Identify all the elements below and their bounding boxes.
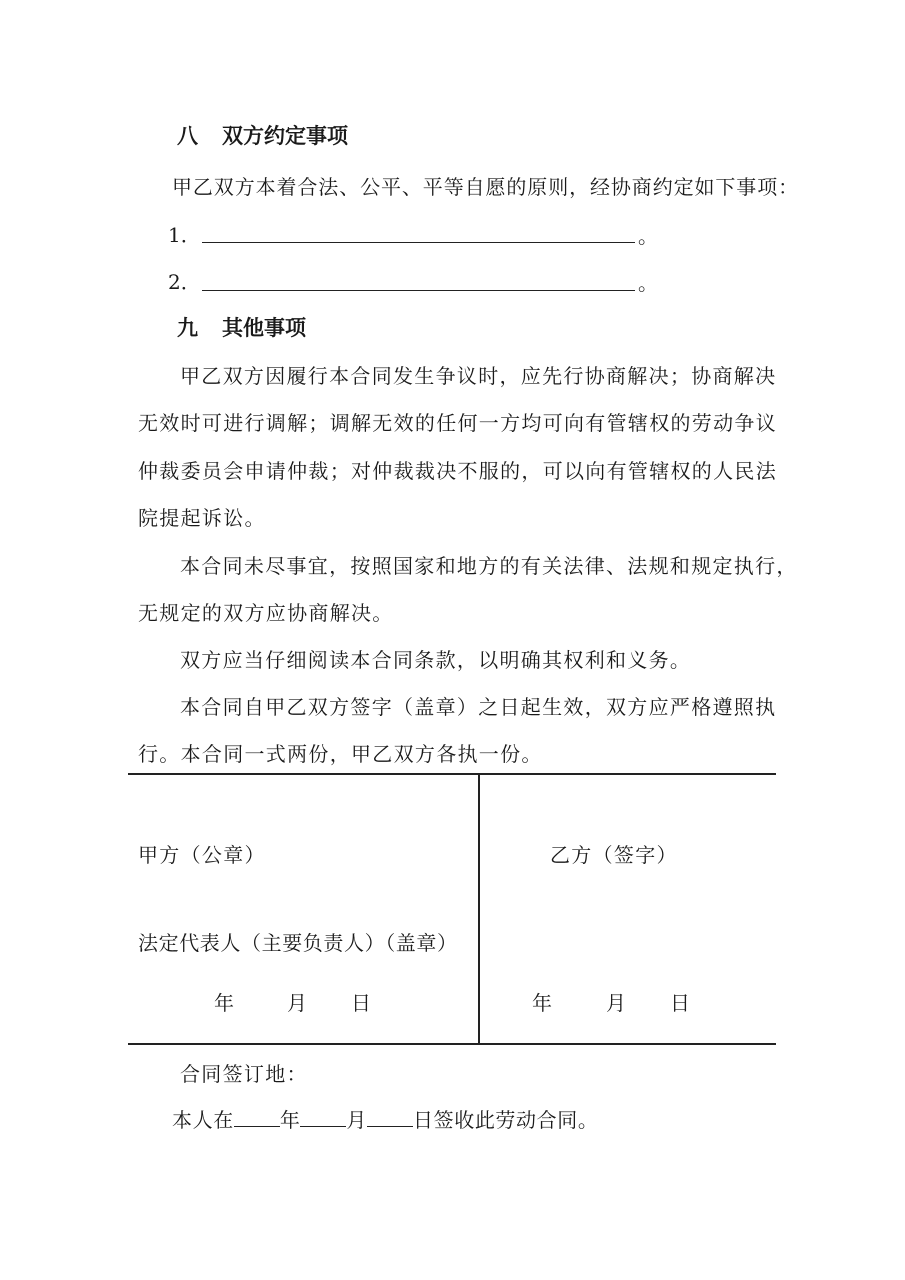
receipt-month-blank[interactable] [300, 1125, 346, 1127]
section-9-para3: 双方应当仔细阅读本合同条款，以明确其权利和义务。 [180, 648, 692, 672]
signature-table-top-border [128, 773, 776, 775]
party-a-date-day: 日 [351, 991, 371, 1015]
item-1-number: 1． [168, 223, 201, 247]
party-a-date-year: 年 [214, 991, 234, 1015]
signing-place-label: 合同签订地： [180, 1062, 308, 1086]
item-2-number: 2． [168, 270, 201, 294]
section-8-number: 八 [177, 124, 198, 148]
party-b-date-month: 月 [606, 991, 626, 1015]
item-2-blank[interactable] [202, 290, 635, 291]
signature-table-divider [478, 773, 480, 1044]
section-9-para2-line1: 本合同未尽事宜，按照国家和地方的有关法律、法规和规定执行， [180, 554, 798, 578]
receipt-prefix: 本人在 [172, 1108, 234, 1132]
receipt-suffix: 日签收此劳动合同。 [413, 1108, 599, 1132]
legal-representative-label: 法定代表人（主要负责人）（盖章） [138, 931, 458, 955]
party-b-date-year: 年 [532, 991, 552, 1015]
receipt-day-blank[interactable] [367, 1125, 413, 1127]
section-9-para2-line2: 无规定的双方应协商解决。 [138, 601, 394, 625]
party-b-label: 乙方（签字） [550, 843, 678, 867]
item-1-blank[interactable] [202, 242, 635, 243]
item-2-end: 。 [638, 271, 658, 295]
section-9-para4-line1: 本合同自甲乙双方签字（盖章）之日起生效，双方应严格遵照执 [180, 695, 777, 719]
section-9-para1-line2: 无效时可进行调解；调解无效的任何一方均可向有管辖权的劳动争议 [138, 411, 777, 435]
section-8-intro: 甲乙双方本着合法、公平、平等自愿的原则，经协商约定如下事项： [172, 175, 799, 199]
signature-table-bottom-border [128, 1043, 776, 1045]
section-9-title: 其他事项 [222, 316, 306, 340]
section-9-para1-line4: 院提起诉讼。 [138, 506, 266, 530]
receipt-year-blank[interactable] [234, 1125, 280, 1127]
receipt-month: 月 [346, 1108, 368, 1132]
section-9-number: 九 [177, 316, 198, 340]
section-8-title: 双方约定事项 [222, 124, 348, 148]
item-1-end: 。 [638, 224, 658, 248]
receipt-line [172, 1110, 598, 1130]
party-b-date-day: 日 [670, 991, 690, 1015]
party-a-label: 甲方（公章） [138, 843, 266, 867]
party-a-date-month: 月 [287, 991, 307, 1015]
section-9-para4-line2: 行。本合同一式两份，甲乙双方各执一份。 [138, 742, 543, 766]
section-9-para1-line1: 甲乙双方因履行本合同发生争议时，应先行协商解决；协商解决 [180, 364, 777, 388]
receipt-year: 年 [279, 1108, 301, 1132]
section-9-para1-line3: 仲裁委员会申请仲裁；对仲裁裁决不服的，可以向有管辖权的人民法 [138, 459, 777, 483]
